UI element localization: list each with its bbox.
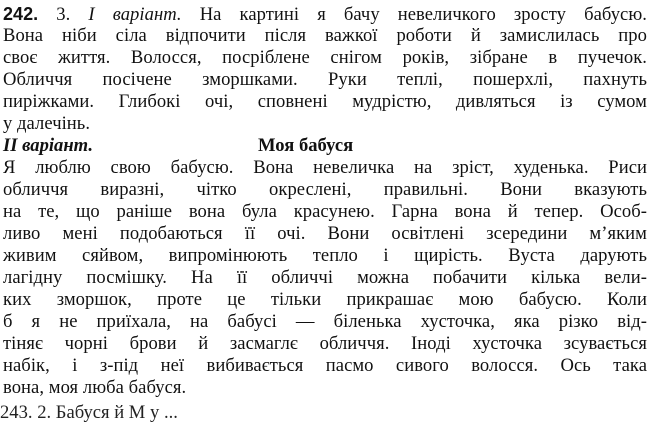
variant1-line: своє життя. Волосся, посріблене снігом років, зібране в пучечок. — [3, 47, 647, 68]
variant2-line: вона, моя люба бабуся. — [3, 377, 187, 398]
variant1-label: І варіант. — [88, 4, 182, 25]
variant1-line: у далечінь. — [3, 113, 91, 134]
variant2-heading — [3, 135, 647, 157]
variant1-line: пиріжками. Глибокі очі, сповнені мудрістю, дивляться із сумом — [3, 91, 647, 112]
variant2-line: ливо мені подобаються її очі. Вони освітлені зсередини м’яким — [3, 223, 647, 244]
exercise-number: 242. — [3, 4, 39, 24]
variant2-line: ких зморшок, проте це тільки прикрашає мою бабусю. Коли — [3, 289, 647, 310]
variant1-line: Вона ніби сіла відпочити після важкої роботи й замислилась про — [3, 25, 647, 46]
variant2-line: тіняє чорні брови й засмаглє обличчя. Іноді хусточка зсувається — [3, 333, 647, 354]
variant2-line: обличчя виразні, чітко окреслені, правильні. Вони вказують — [3, 179, 647, 200]
variant2-line: лагідну посмішку. На її обличчі можна побачити кілька вели- — [3, 267, 647, 288]
variant2-line: набік, і з-під неї вибивається пасмо сивого волосся. Ось така — [3, 355, 647, 376]
task-number: 3. — [56, 4, 71, 25]
variant2-line: б я не приїхала, на бабусі — біленька хусточка, яка різко від- — [3, 311, 647, 332]
variant1-first-line — [3, 3, 647, 25]
variant2-title: Моя бабуся — [258, 135, 354, 156]
next-exercise-cutoff-line: 243. 2. Бабуся й М у ... — [0, 402, 178, 422]
variant2-line: на те, що раніше вона була красунею. Гарна вона й тепер. Особ- — [3, 201, 647, 222]
variant1-line1-text: На картині я бачу невеличкого зросту бабусю. — [199, 4, 647, 25]
variant2-line: Я люблю свою бабусю. Вона невеличка на зріст, худенька. Риси — [3, 157, 647, 178]
document-page — [3, 3, 647, 399]
variant2-label: ІІ варіант. — [3, 135, 94, 156]
variant1-line: Обличчя посічене зморшками. Руки теплі, пошерхлі, пахнуть — [3, 69, 647, 90]
variant2-line: живим сяйвом, випромінюють тепло і щирість. Вуста дарують — [3, 245, 647, 266]
